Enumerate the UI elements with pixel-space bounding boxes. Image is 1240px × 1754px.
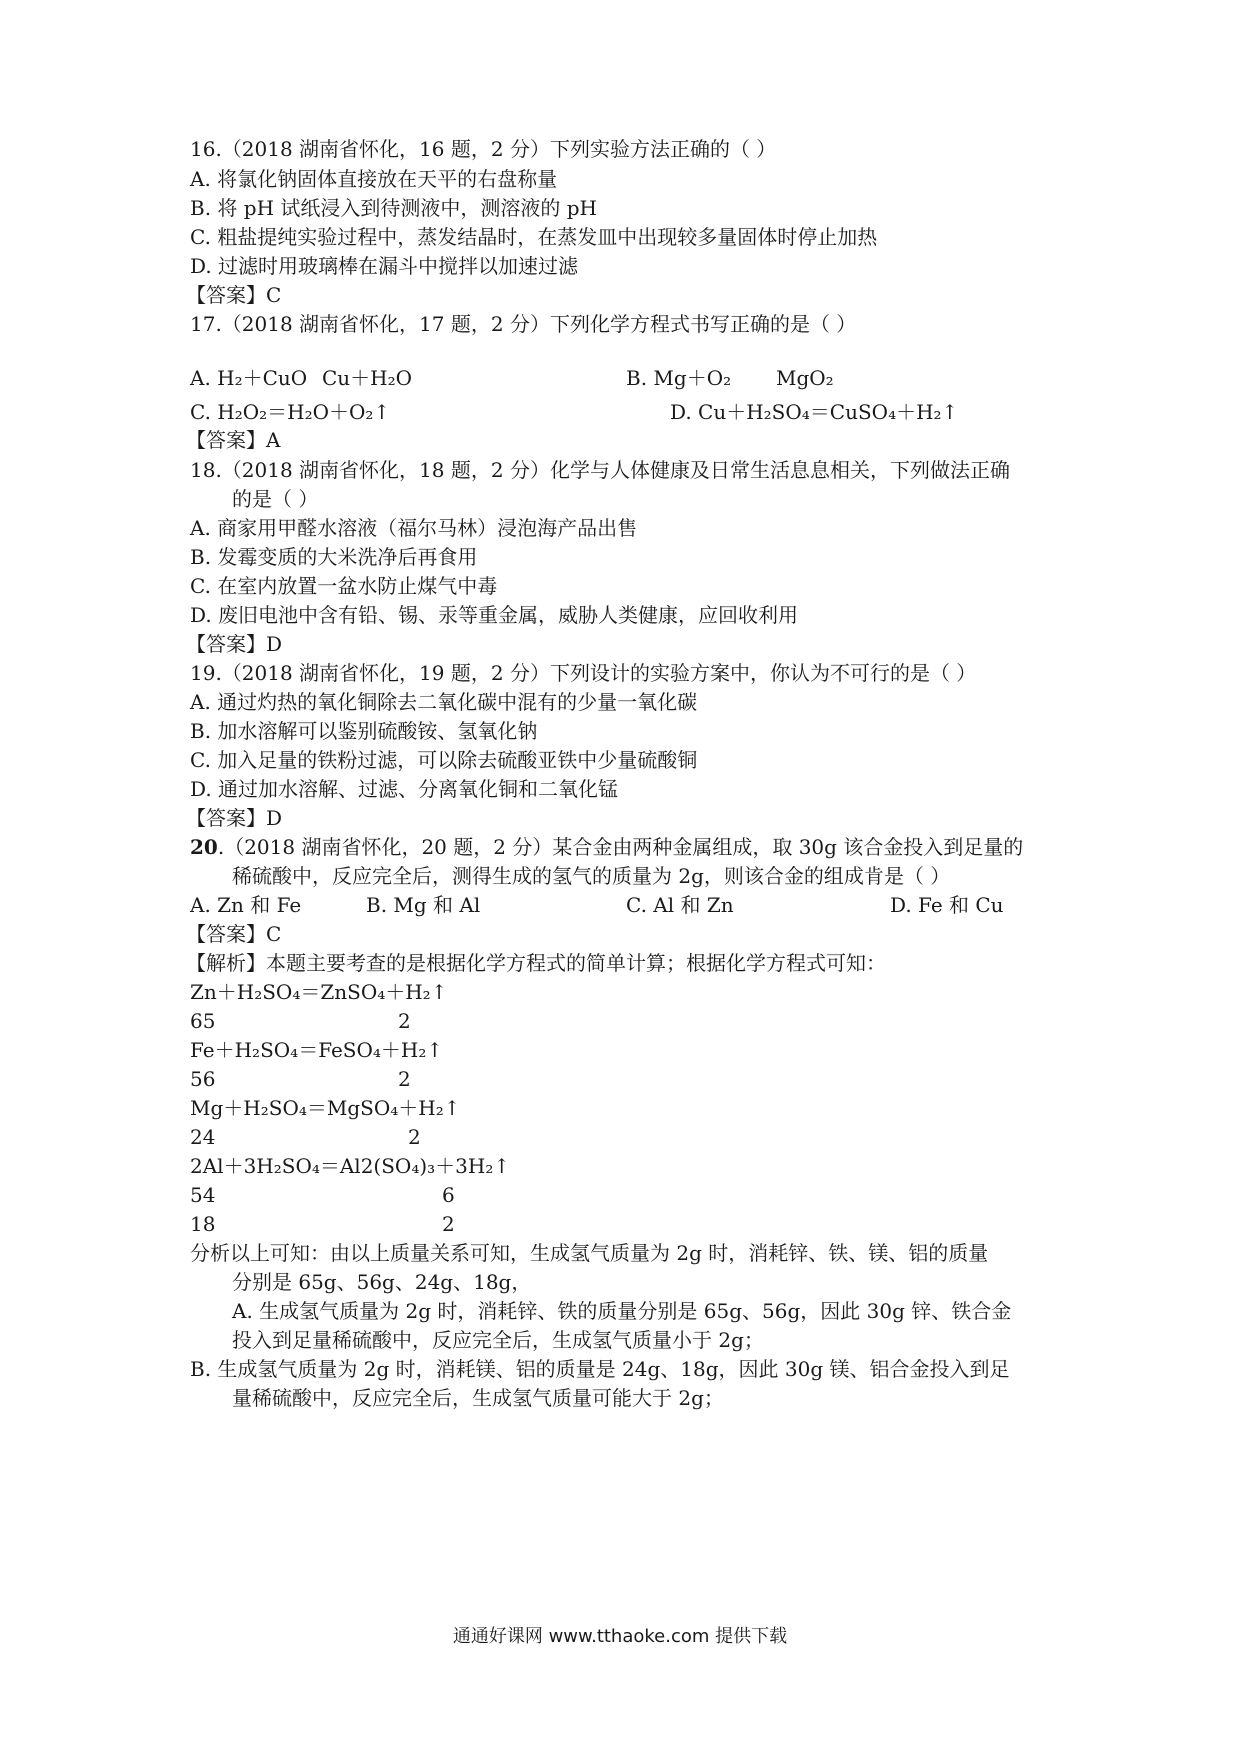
- q16-answer: 【答案】C: [186, 283, 282, 307]
- equation-al: 2Al＋3H₂SO₄＝Al2(SO₄)₃＋3H₂↑: [190, 1154, 511, 1178]
- equation-al-mass: 54: [190, 1183, 216, 1207]
- q17-option-b-left: B. Mg＋O₂: [626, 366, 732, 390]
- analysis-para1-line1: 分析以上可知：由以上质量关系可知，生成氢气质量为 2g 时，消耗锌、铁、镁、铝的质量: [190, 1241, 989, 1265]
- q18-option-d: D. 废旧电池中含有铅、锡、汞等重金属，威胁人类健康，应回收利用: [190, 603, 799, 627]
- analysis-para3-line2: 量稀硫酸中，反应完全后，生成氢气质量可能大于 2g；: [232, 1386, 724, 1410]
- q19-option-a: A. 通过灼热的氧化铜除去二氧化碳中混有的少量一氧化碳: [190, 690, 698, 714]
- q16-option-c: C. 粗盐提纯实验过程中，蒸发结晶时，在蒸发皿中出现较多量固体时停止加热: [190, 225, 878, 249]
- equation-fe: Fe＋H₂SO₄＝FeSO₄＋H₂↑: [190, 1038, 444, 1062]
- q20-option-c: C. Al 和 Zn: [626, 893, 734, 917]
- q18-option-a: A. 商家用甲醛水溶液（福尔马林）浸泡海产品出售: [190, 516, 638, 540]
- q19-option-b: B. 加水溶解可以鉴别硫酸铵、氢氧化钠: [190, 719, 538, 743]
- q19-stem: 19.（2018 湖南省怀化，19 题，2 分）下列设计的实验方案中，你认为不可行的是（ ）: [190, 661, 977, 685]
- q20-answer: 【答案】C: [186, 922, 282, 946]
- q19-option-d: D. 通过加水溶解、过滤、分离氧化铜和二氧化锰: [190, 777, 619, 801]
- q17-option-b-right: MgO₂: [776, 366, 834, 390]
- q16-option-d: D. 过滤时用玻璃棒在漏斗中搅拌以加速过滤: [190, 254, 579, 278]
- q20-stem-line2: 稀硫酸中，反应完全后，测得生成的氢气的质量为 2g，则该合金的组成肯是（ ）: [232, 864, 951, 888]
- q19-answer: 【答案】D: [186, 806, 283, 830]
- q20-stem-text: .（2018 湖南省怀化，20 题，2 分）某合金由两种金属组成，取 30g 该合金投入到足量的: [217, 835, 1024, 859]
- analysis-para2-line2: 投入到足量稀硫酸中，反应完全后，生成氢气质量小于 2g；: [232, 1328, 764, 1352]
- q17-option-d: D. Cu＋H₂SO₄＝CuSO₄＋H₂↑: [670, 400, 959, 424]
- equation-al-h2: 6: [442, 1183, 455, 1207]
- q17-option-c: C. H₂O₂＝H₂O＋O₂↑: [190, 400, 391, 424]
- equation-fe-h2: 2: [398, 1067, 411, 1091]
- analysis-para2-line1: A. 生成氢气质量为 2g 时，消耗锌、铁的质量分别是 65g、56g，因此 30g 锌、铁合金: [232, 1299, 1012, 1323]
- q17-option-a-right: Cu＋H₂O: [322, 366, 413, 390]
- q18-option-c: C. 在室内放置一盆水防止煤气中毒: [190, 574, 498, 598]
- q17-answer: 【答案】A: [186, 428, 281, 452]
- equation-mg: Mg＋H₂SO₄＝MgSO₄＋H₂↑: [190, 1096, 461, 1120]
- equation-mg-mass: 24: [190, 1125, 216, 1149]
- q20-option-a: A. Zn 和 Fe: [190, 893, 302, 917]
- q18-stem-line1: 18.（2018 湖南省怀化，18 题，2 分）化学与人体健康及日常生活息息相关，下列做法正确: [190, 458, 1010, 482]
- equation-al-h2-scaled: 2: [442, 1212, 455, 1236]
- equation-al-mass-scaled: 18: [190, 1212, 216, 1236]
- analysis-para1-line2: 分别是 65g、56g、24g、18g，: [232, 1270, 532, 1294]
- q20-number: 20: [190, 835, 218, 859]
- equation-zn-h2: 2: [398, 1009, 411, 1033]
- equation-zn: Zn＋H₂SO₄＝ZnSO₄＋H₂↑: [190, 980, 448, 1004]
- footer-source: 通通好课网 www.tthaoke.com 提供下载: [452, 1626, 788, 1647]
- q18-stem-line2: 的是（ ）: [232, 487, 319, 511]
- q18-answer: 【答案】D: [186, 632, 283, 656]
- q16-option-b: B. 将 pH 试纸浸入到待测液中，测溶液的 pH: [190, 196, 597, 220]
- q16-stem: 16.（2018 湖南省怀化，16 题，2 分）下列实验方法正确的（ ）: [190, 137, 777, 161]
- equation-zn-mass: 65: [190, 1009, 216, 1033]
- q20-analysis-intro: 【解析】本题主要考查的是根据化学方程式的简单计算；根据化学方程式可知：: [186, 951, 886, 975]
- q20-option-d: D. Fe 和 Cu: [890, 893, 1004, 917]
- q19-option-c: C. 加入足量的铁粉过滤，可以除去硫酸亚铁中少量硫酸铜: [190, 748, 698, 772]
- q20-option-b: B. Mg 和 Al: [366, 893, 481, 917]
- equation-mg-h2: 2: [408, 1125, 421, 1149]
- analysis-para3-line1: B. 生成氢气质量为 2g 时，消耗镁、铝的质量是 24g、18g，因此 30g 镁、铝合金投入到足: [190, 1357, 1010, 1381]
- q20-stem-line1: [190, 832, 1023, 862]
- q18-option-b: B. 发霉变质的大米洗净后再食用: [190, 545, 478, 569]
- q17-option-a-left: A. H₂＋CuO: [190, 366, 308, 390]
- q17-stem: 17.（2018 湖南省怀化，17 题，2 分）下列化学方程式书写正确的是（ ）: [190, 312, 857, 336]
- q16-option-a: A. 将氯化钠固体直接放在天平的右盘称量: [190, 167, 558, 191]
- equation-fe-mass: 56: [190, 1067, 216, 1091]
